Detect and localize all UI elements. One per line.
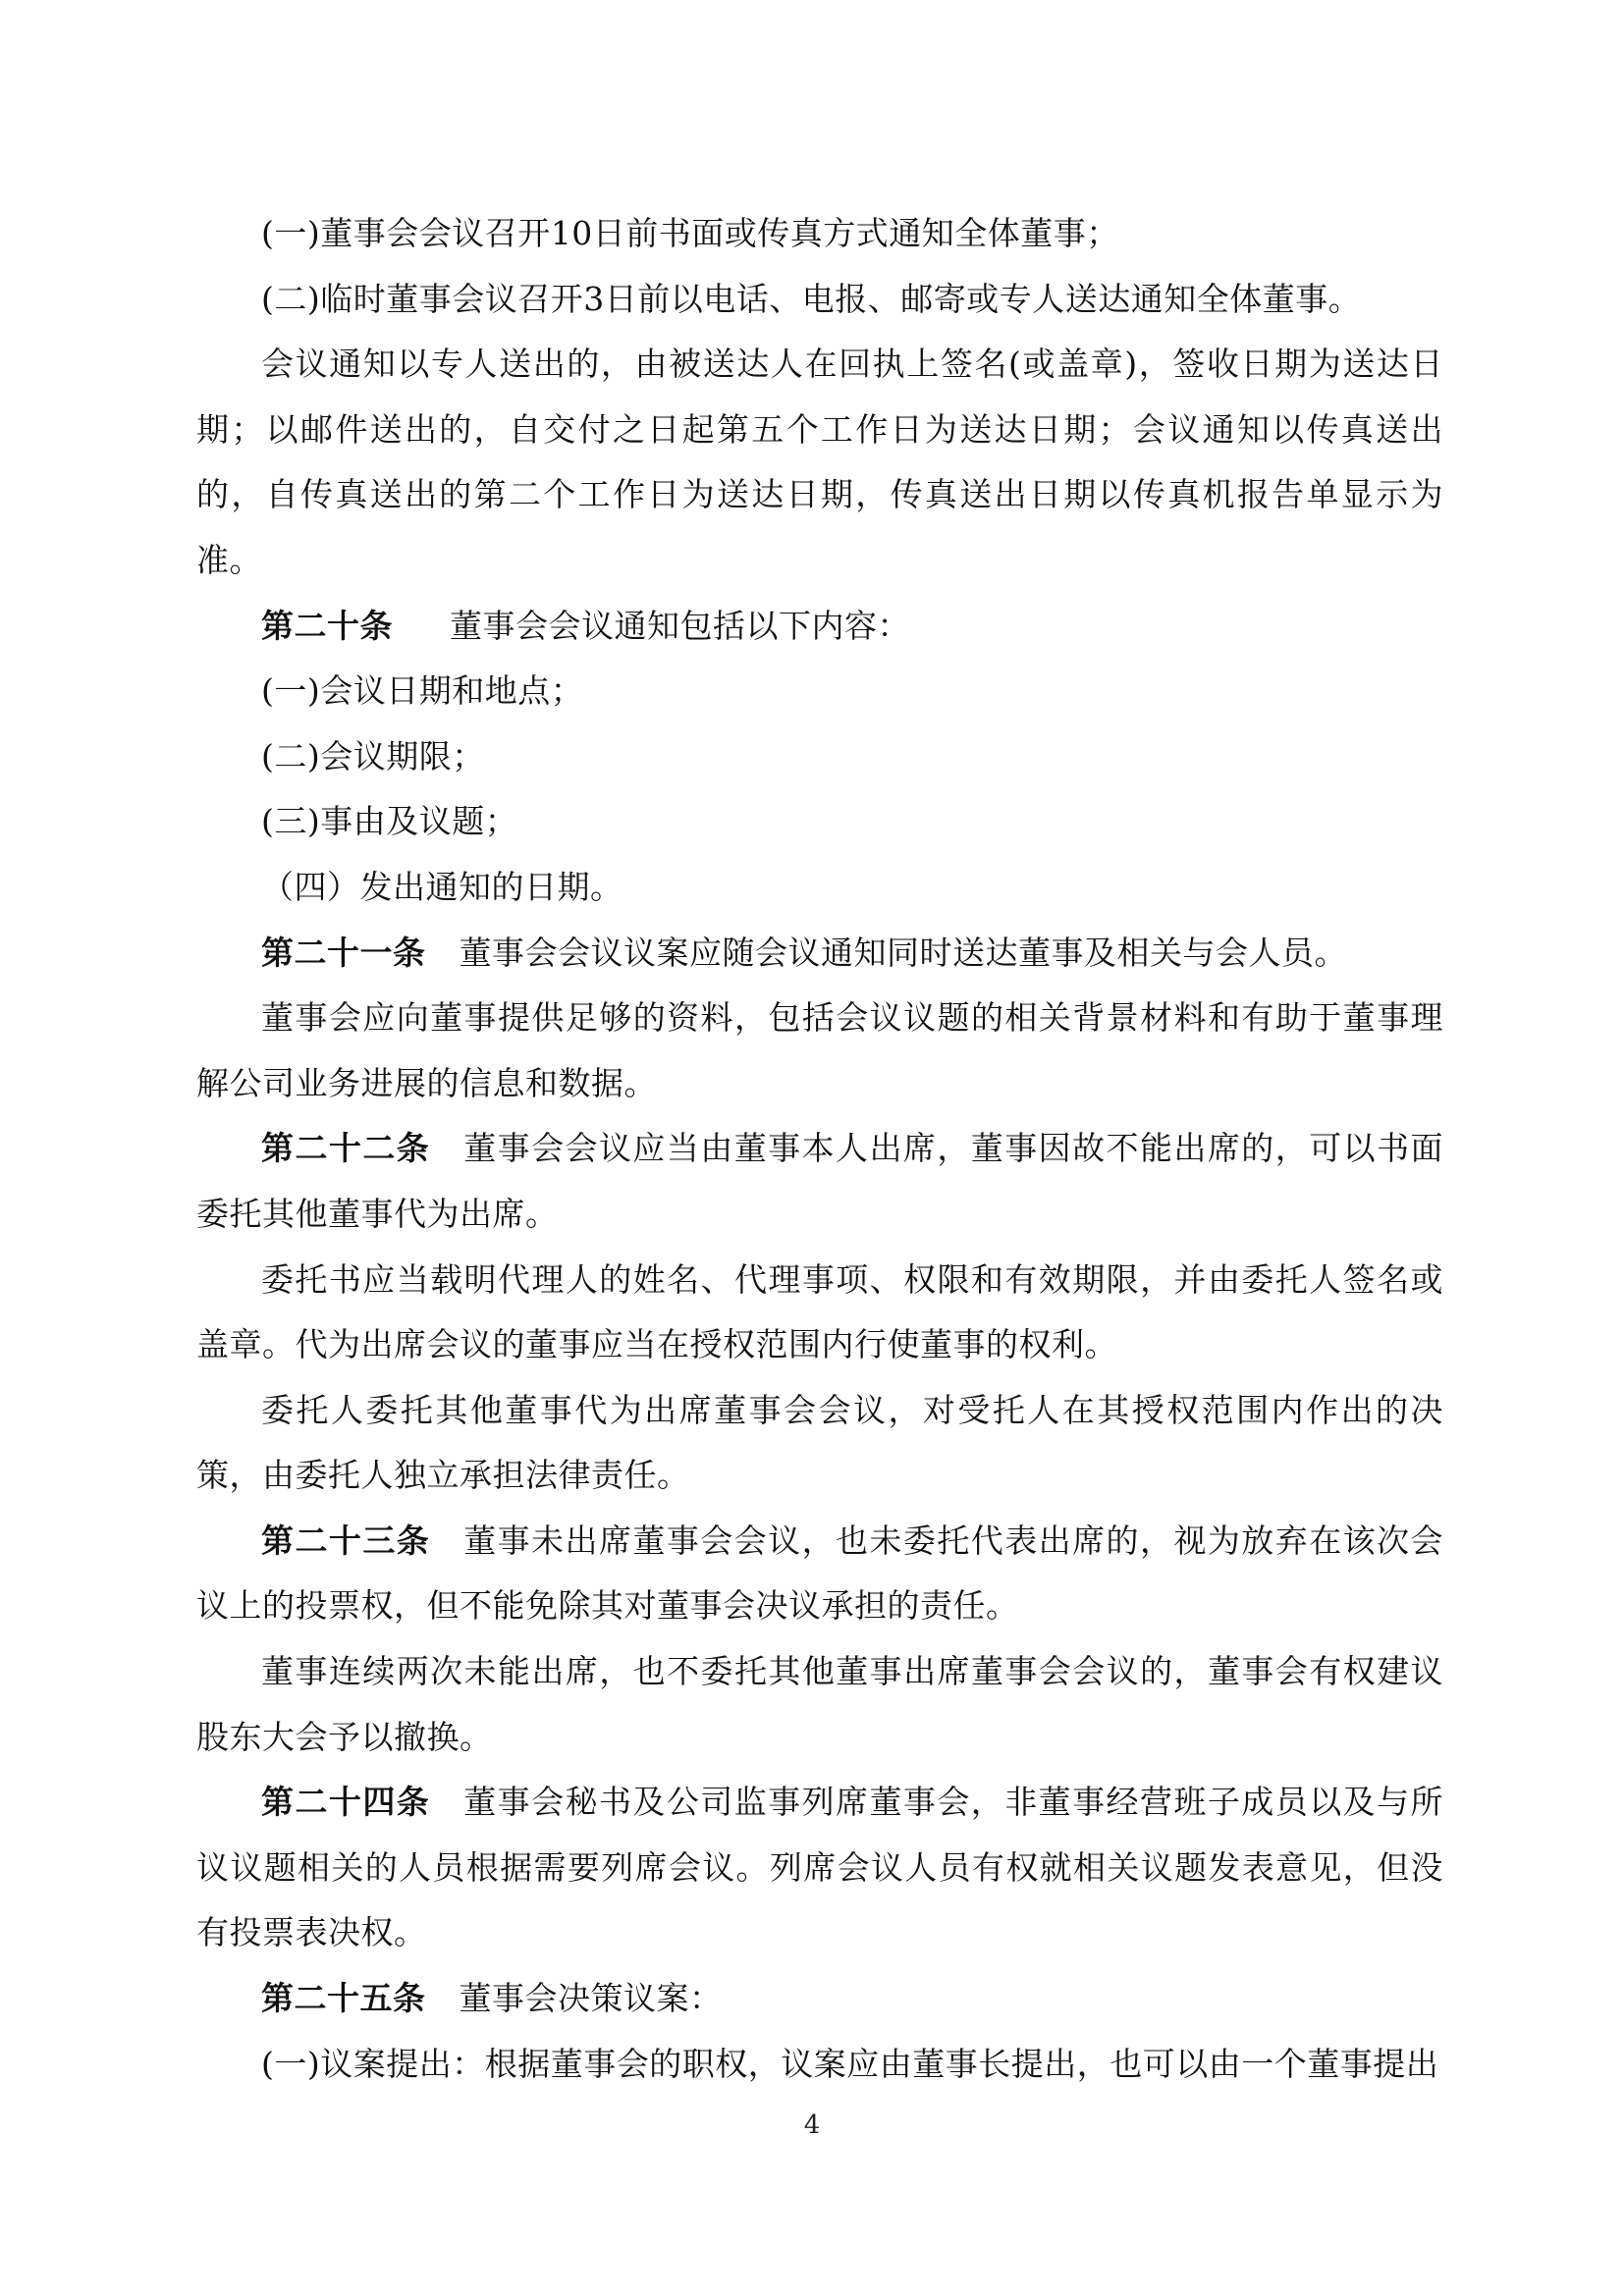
paragraph: 董事会应向董事提供足够的资料，包括会议议题的相关背景材料和有助于董事理解公司业务进展的信息和数据。: [196, 998, 1443, 1102]
page-number: 4: [803, 2110, 821, 2140]
article-paragraph: 第二十一条 董事会会议议案应随会议通知同时送达董事及相关与会人员。: [261, 933, 1347, 972]
paragraph: (三)事由及议题；: [261, 802, 518, 841]
paragraph: 董事连续两次未能出席，也不委托其他董事出席董事会会议的，董事会有权建议股东大会予以撤换。: [196, 1652, 1443, 1756]
paragraph: (一)议案提出：根据董事会的职权，议案应由董事长提出，也可以由一个董事提出: [261, 2044, 1439, 2083]
article-paragraph: 第二十三条 董事未出席董事会会议，也未委托代表出席的，视为放弃在该次会议上的投票权，但不能免除其对董事会决议承担的责任。: [196, 1521, 1444, 1626]
article-paragraph: 第二十四条 董事会秘书及公司监事列席董事会，非董事经营班子成员以及与所议议题相关的人员根据需要列席会议。列席会议人员有权就相关议题发表意见，但没有投票表决权。: [196, 1783, 1444, 1952]
paragraph: 委托书应当载明代理人的姓名、代理事项、权限和有效期限，并由委托人签名或盖章。代为出席会议的董事应当在授权范围内行使董事的权利。: [196, 1259, 1443, 1364]
article-title: 第二十条: [261, 606, 393, 645]
article-paragraph: 第二十条 董事会会议通知包括以下内容：: [261, 606, 910, 645]
paragraph: (一)董事会会议召开10日前书面或传真方式通知全体董事；: [261, 214, 1119, 252]
paragraph: 会议通知以专人送出的，由被送达人在回执上签名(或盖章)，签收日期为送达日期；以邮件送出的，自交付之日起第五个工作日为送达日期；会议通知以传真送出的，自传真送出的第二个工作日为送达日期，传真送出日期以传真机报告单显示为准。: [196, 345, 1443, 579]
article-title: 第二十三条: [261, 1521, 431, 1560]
paragraph: (一)会议日期和地点；: [261, 671, 584, 711]
article-title: 第二十四条: [261, 1783, 431, 1822]
article-title: 第二十二条: [261, 1129, 431, 1168]
article-paragraph: 第二十二条 董事会会议应当由董事本人出席，董事因故不能出席的，可以书面委托其他董事代为出席。: [196, 1129, 1444, 1233]
article-title: 第二十一条: [261, 933, 426, 972]
paragraph: (二)临时董事会议召开3日前以电话、电报、邮寄或专人送达通知全体董事。: [261, 279, 1362, 318]
article-paragraph: 第二十五条 董事会决策议案：: [261, 1979, 723, 2018]
paragraph: (二)会议期限；: [261, 736, 485, 775]
paragraph: （四）发出通知的日期。: [261, 867, 623, 906]
paragraph: 委托人委托其他董事代为出席董事会会议，对受托人在其授权范围内作出的决策，由委托人独立承担法律责任。: [196, 1390, 1443, 1495]
article-title: 第二十五条: [261, 1979, 426, 2018]
document-body: [196, 201, 1443, 2097]
